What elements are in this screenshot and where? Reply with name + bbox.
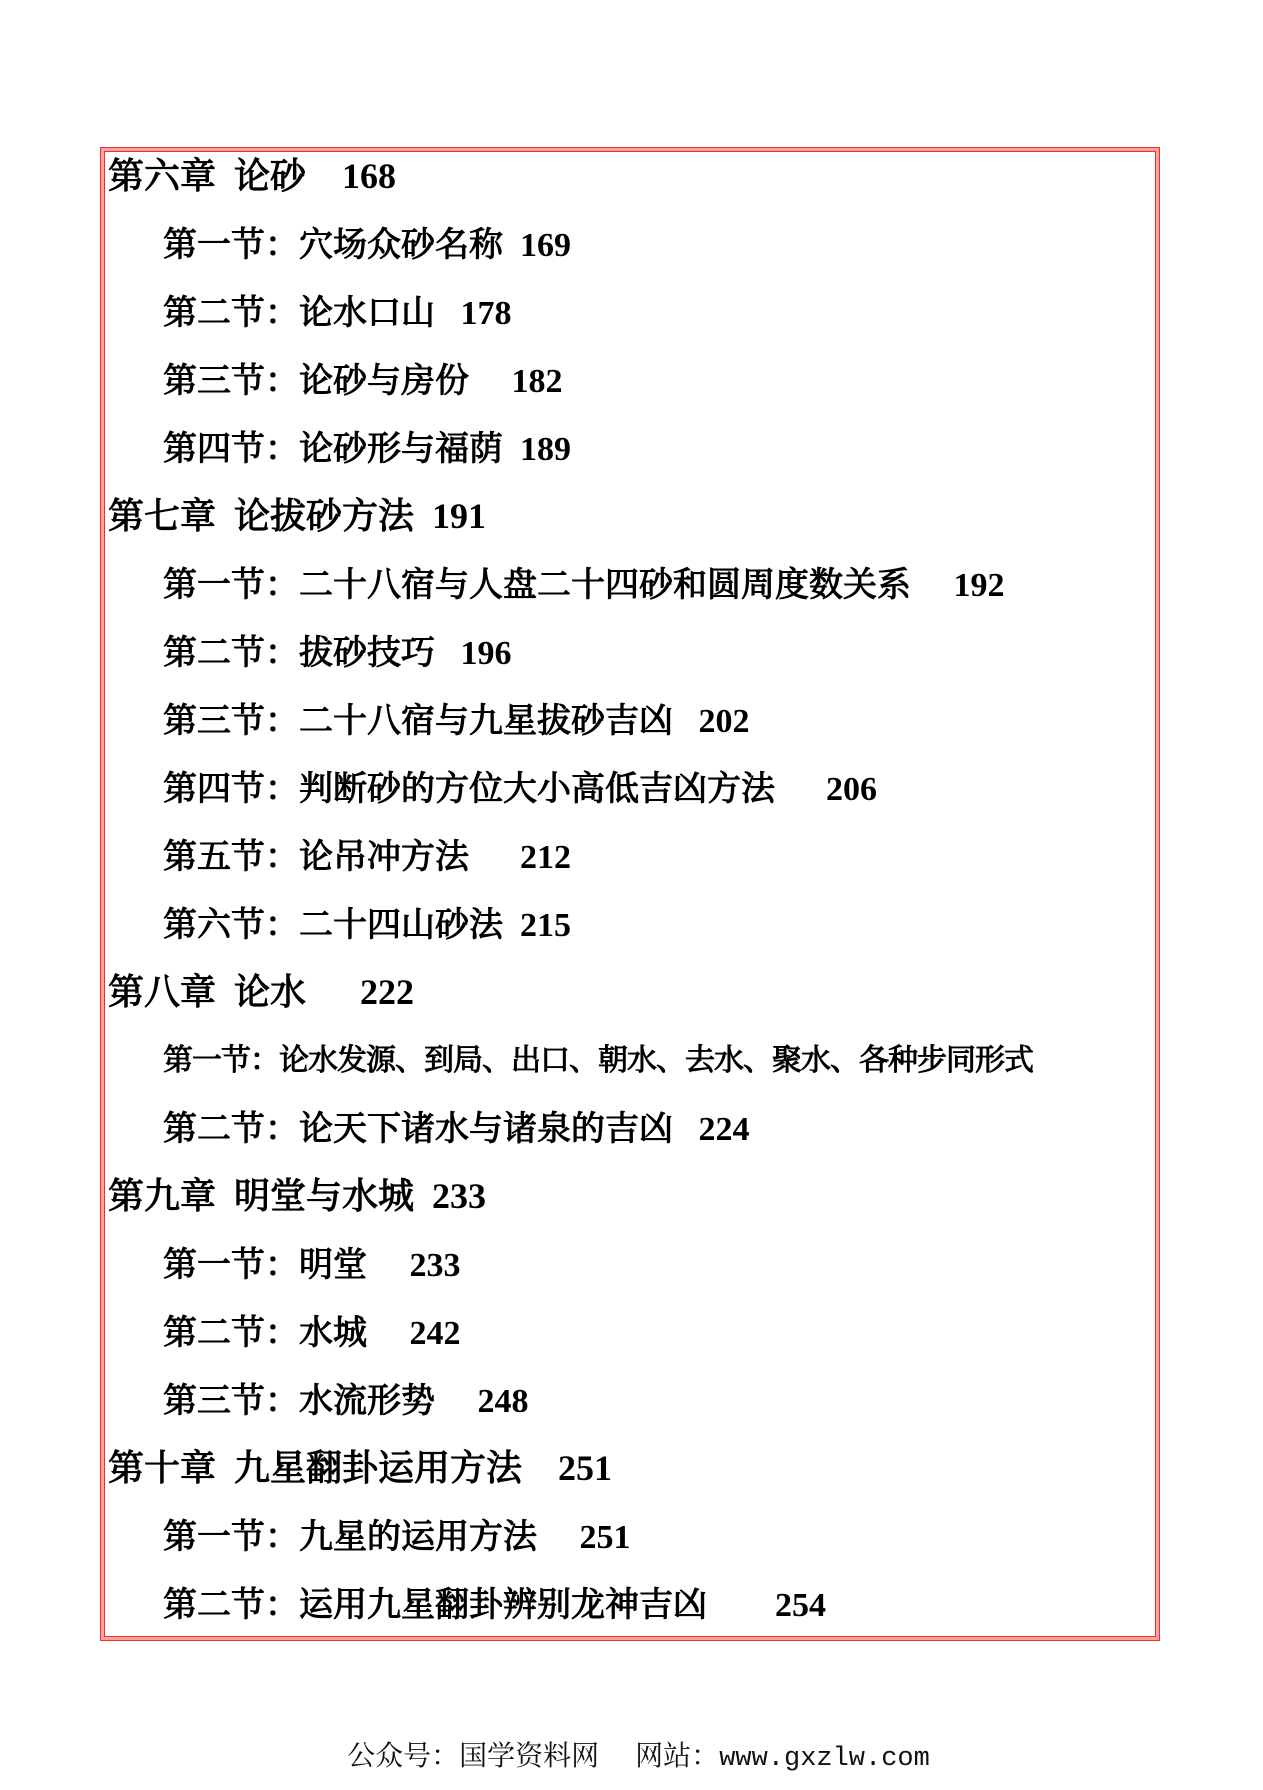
toc-ch7-sec1	[101, 547, 1159, 615]
toc-chapter-7-text: 第七章 论拔砂方法 191	[108, 495, 487, 536]
toc-ch7-sec2	[101, 615, 1159, 683]
toc-ch10-sec2	[101, 1567, 1159, 1635]
toc-chapter-9	[101, 1159, 1159, 1227]
toc-ch7-sec6-text: 第六节：二十四山砂法 215	[163, 906, 571, 944]
page-footer	[0, 1702, 1263, 1774]
toc-ch9-sec1-text: 第一节：明堂 233	[163, 1246, 461, 1284]
toc-ch8-sec2	[101, 1091, 1159, 1159]
toc-ch6-sec3	[101, 343, 1159, 411]
footer-site-url: www.gxzlw.com	[719, 1744, 930, 1774]
toc-ch7-sec1-text: 第一节：二十八宿与人盘二十四砂和圆周度数关系 192	[163, 566, 1005, 604]
toc-ch9-sec3	[101, 1363, 1159, 1431]
toc-ch8-sec1	[101, 1023, 1159, 1091]
footer-wechat-label: 公众号：国学资料网	[347, 1741, 600, 1772]
toc-ch6-sec4-text: 第四节：论砂形与福荫 189	[163, 430, 571, 468]
toc-ch7-sec3-text: 第三节：二十八宿与九星拔砂吉凶 202	[163, 702, 750, 740]
toc-ch6-sec4	[101, 411, 1159, 479]
toc-ch8-sec1-text: 第一节：论水发源、到局、出口、朝水、去水、聚水、各种步同形式	[163, 1044, 1033, 1077]
toc-ch6-sec1	[101, 207, 1159, 275]
toc-chapter-9-text: 第九章 明堂与水城 233	[108, 1175, 487, 1216]
toc-chapter-6	[101, 147, 1159, 207]
toc-ch10-sec1	[101, 1499, 1159, 1567]
toc-ch9-sec2-text: 第二节：水城 242	[163, 1314, 461, 1352]
toc-ch7-sec3	[101, 683, 1159, 751]
toc-ch9-sec3-text: 第三节：水流形势 248	[163, 1382, 529, 1420]
toc-ch6-sec2	[101, 275, 1159, 343]
toc-border-box	[100, 147, 1160, 1641]
toc-ch6-sec2-text: 第二节：论水口山 178	[163, 294, 512, 332]
toc-ch6-sec3-text: 第三节：论砂与房份 182	[163, 362, 563, 400]
toc-ch8-sec2-text: 第二节：论天下诸水与诸泉的吉凶 224	[163, 1110, 750, 1148]
toc-chapter-6-text: 第六章 论砂 168	[108, 155, 397, 196]
toc-ch7-sec5-text: 第五节：论吊冲方法 212	[163, 838, 571, 876]
toc-list	[101, 147, 1159, 1635]
toc-chapter-8	[101, 955, 1159, 1023]
footer-site-label: 网站：	[635, 1741, 720, 1772]
toc-ch6-sec1-text: 第一节：穴场众砂名称 169	[163, 226, 571, 264]
toc-chapter-7	[101, 479, 1159, 547]
toc-ch7-sec4	[101, 751, 1159, 819]
toc-ch7-sec5	[101, 819, 1159, 887]
toc-chapter-10-text: 第十章 九星翻卦运用方法 251	[108, 1447, 613, 1488]
toc-ch7-sec4-text: 第四节：判断砂的方位大小高低吉凶方法 206	[163, 770, 877, 808]
toc-ch9-sec2	[101, 1295, 1159, 1363]
toc-chapter-10	[101, 1431, 1159, 1499]
toc-ch7-sec2-text: 第二节：拔砂技巧 196	[163, 634, 512, 672]
toc-ch10-sec1-text: 第一节：九星的运用方法 251	[163, 1518, 631, 1556]
toc-ch10-sec2-text: 第二节：运用九星翻卦辨别龙神吉凶 254	[163, 1586, 826, 1624]
toc-ch7-sec6	[101, 887, 1159, 955]
toc-chapter-8-text: 第八章 论水 222	[108, 971, 415, 1012]
toc-ch9-sec1	[101, 1227, 1159, 1295]
